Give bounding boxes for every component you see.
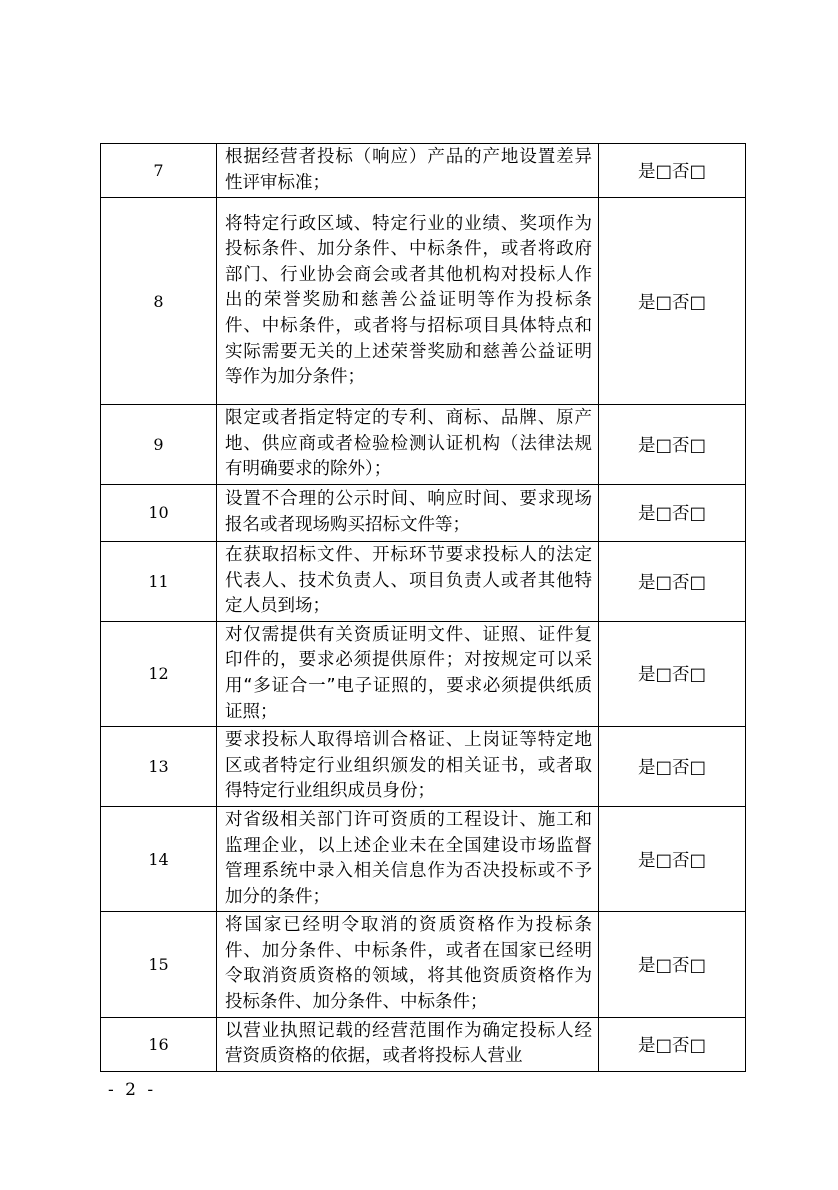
row-number: 7 <box>101 144 217 198</box>
table-row <box>101 198 746 405</box>
table-row <box>101 484 746 541</box>
row-number: 11 <box>101 541 217 621</box>
page-number: - 2 - <box>108 1080 157 1100</box>
row-criterion-text: 将国家已经明令取消的资质资格作为投标条件、加分条件、中标条件，或者在国家已经明令取消资质资格的领域，将其他资质资格作为投标条件、加分条件、中标条件； <box>217 912 599 1017</box>
yes-no-checkbox[interactable]: 是□否□ <box>599 405 746 485</box>
table-row <box>101 405 746 485</box>
yes-no-checkbox[interactable]: 是□否□ <box>599 727 746 807</box>
row-criterion-text: 以营业执照记载的经营范围作为确定投标人经营资质资格的依据，或者将投标人营业 <box>217 1017 599 1071</box>
yes-no-checkbox[interactable]: 是□否□ <box>599 541 746 621</box>
review-checklist-table <box>100 143 746 1072</box>
row-number: 8 <box>101 198 217 405</box>
yes-no-checkbox[interactable]: 是□否□ <box>599 144 746 198</box>
yes-no-checkbox[interactable]: 是□否□ <box>599 484 746 541</box>
row-criterion-text: 对省级相关部门许可资质的工程设计、施工和监理企业，以上述企业未在全国建设市场监督管理系统中录入相关信息作为否决投标或不予加分的条件； <box>217 806 599 911</box>
row-number: 12 <box>101 621 217 726</box>
row-number: 14 <box>101 806 217 911</box>
yes-no-checkbox[interactable]: 是□否□ <box>599 912 746 1017</box>
row-number: 13 <box>101 727 217 807</box>
row-number: 16 <box>101 1017 217 1071</box>
row-number: 10 <box>101 484 217 541</box>
table-row <box>101 541 746 621</box>
table-row <box>101 621 746 726</box>
row-criterion-text: 根据经营者投标（响应）产品的产地设置差异性评审标准； <box>217 144 599 198</box>
table-row <box>101 1017 746 1071</box>
yes-no-checkbox[interactable]: 是□否□ <box>599 1017 746 1071</box>
table-row <box>101 806 746 911</box>
row-number: 15 <box>101 912 217 1017</box>
row-criterion-text: 要求投标人取得培训合格证、上岗证等特定地区或者特定行业组织颁发的相关证书，或者取得特定行业组织成员身份； <box>217 727 599 807</box>
table-row <box>101 912 746 1017</box>
yes-no-checkbox[interactable]: 是□否□ <box>599 198 746 405</box>
row-number: 9 <box>101 405 217 485</box>
row-criterion-text: 将特定行政区域、特定行业的业绩、奖项作为投标条件、加分条件、中标条件，或者将政府部门、行业协会商会或者其他机构对投标人作出的荣誉奖励和慈善公益证明等作为投标条件、中标条件，或者将与招标项目具体特点和实际需要无关的上述荣誉奖励和慈善公益证明等作为加分条件； <box>217 198 599 405</box>
row-criterion-text: 设置不合理的公示时间、响应时间、要求现场报名或者现场购买招标文件等； <box>217 484 599 541</box>
table-row <box>101 144 746 198</box>
yes-no-checkbox[interactable]: 是□否□ <box>599 806 746 911</box>
row-criterion-text: 限定或者指定特定的专利、商标、品牌、原产地、供应商或者检验检测认证机构（法律法规有明确要求的除外）； <box>217 405 599 485</box>
row-criterion-text: 对仅需提供有关资质证明文件、证照、证件复印件的，要求必须提供原件；对按规定可以采用“多证合一”电子证照的，要求必须提供纸质证照； <box>217 621 599 726</box>
row-criterion-text: 在获取招标文件、开标环节要求投标人的法定代表人、技术负责人、项目负责人或者其他特定人员到场； <box>217 541 599 621</box>
yes-no-checkbox[interactable]: 是□否□ <box>599 621 746 726</box>
table-row <box>101 727 746 807</box>
